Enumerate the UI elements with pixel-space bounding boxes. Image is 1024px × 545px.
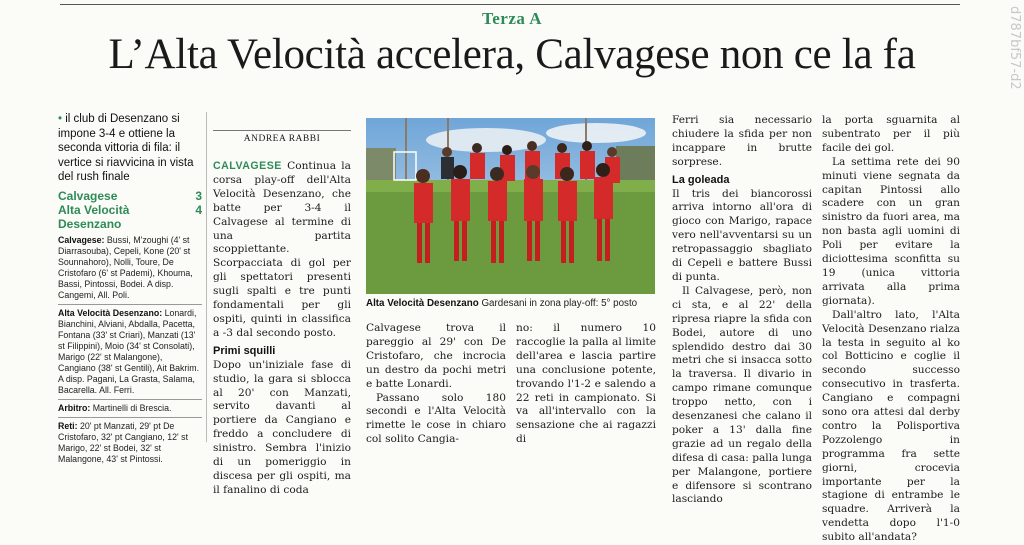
paragraph: Passano solo 180 secondi e l'Alta Velocità rimette le cose in chiaro col solito Cangia-: [366, 391, 506, 446]
score-row-away: [58, 203, 202, 231]
bullet-icon: •: [58, 113, 63, 125]
divider: [58, 304, 202, 305]
paragraph: La settima rete dei 90 minuti viene segnata da capitan Pintossi allo scadere con un gran sinistro da fuori area, ma non basta agli uomini di Poli per evitare la diciottesima sconfitta su 19 (unica vittoria arrivata alla prima giornata).: [822, 155, 960, 307]
score-team: Alta Velocità Desenzano: [58, 202, 130, 231]
subheading: Primi squilli: [213, 344, 276, 357]
referee-label: Arbitro:: [58, 402, 91, 413]
paragraph: Ferri sia necessario chiudere la sfida per non incappare in brutte sorprese.: [672, 114, 812, 168]
lineup-label: Calvagese:: [58, 234, 105, 245]
summary-text: il club di Desenzano si impone 3-4 e ottiene la seconda vittoria di fila: il vertice si riavvicina in vista del rush finale: [58, 113, 194, 183]
watermark: d787bf57-d2: [1007, 6, 1022, 90]
score-goals: 3: [195, 188, 202, 203]
headline: L’Alta Velocità accelera, Calvagese non ce la fa: [108, 31, 916, 78]
score-row-home: [58, 189, 202, 203]
paragraph: no: il numero 10 raccoglie la palla al limite dell'area e lascia partire una conclusione potente, trovando l'1-2 e salendo a 22 reti in campionato. Si va all'intervallo con la sensazione che ai ragazzi di: [516, 322, 656, 446]
photo-caption: [366, 298, 662, 309]
article-column-4: [672, 114, 812, 507]
team-photo: [366, 118, 655, 294]
paragraph: Calvagese trova il pareggio al 29' con De Cristofaro, che incrocia un destro da pochi metri e batte Lonardi.: [366, 322, 506, 390]
team-photo-image: [366, 118, 655, 294]
divider: [58, 417, 202, 418]
byline: ANDREA RABBI: [213, 130, 351, 144]
referee: [58, 403, 202, 414]
summary: [58, 112, 202, 185]
referee-text: Martinelli di Brescia.: [92, 402, 172, 413]
divider: [58, 399, 202, 400]
score-team: Calvagese: [58, 188, 118, 203]
paragraph: Dopo un'iniziale fase di studio, la gara si sblocca al 20' con Manzati, servito davanti al portiere da Cangiano e freddo a concludere di sinistro. Sembra l'inizio di un pomeriggio in discesa per gli ospiti, ma il fanalino di coda: [213, 358, 351, 496]
caption-bold: Alta Velocità Desenzano: [366, 298, 479, 309]
paragraph: Il Calvagese, però, non ci sta, e al 22' della ripresa riapre la sfida con Bodei, autore di uno splendido destro dai 30 metri che si insacca sotto la traversa. Il divario in campo rimane comunque troppo netto, con i desenzanesi che calano il poker a 13' dalla fine grazie ad un regalo della difesa di casa: palla lunga per Malangone, portiere e difensore si scontrano lasciando: [672, 284, 812, 506]
paragraph: Il tris dei biancorossi arriva intorno all'ora di gioco con Marigo, rapace vero nell'avventarsi su un retropassaggio sbagliato di Cepeli e battere Bussi di punta.: [672, 187, 812, 283]
top-rule: [60, 4, 960, 5]
lineup-text: Bussi, M'zoughi (4' st Diarrasouba), Cepeli, Kone (20' st Sounnahoro), Nolli, Toure, De Cristofaro (6' st Pademi), Khouma, Bassi, Pintossi, Bodei. A disp. Cangemi, All. Poli.: [58, 234, 193, 300]
caption-text: Gardesani in zona play-off: 5° posto: [481, 298, 638, 309]
subheading: La goleada: [672, 173, 730, 186]
goals-label: Reti:: [58, 420, 78, 431]
sidebar: [58, 112, 202, 465]
goals-text: 20' pt Manzati, 29' pt De Cristofaro, 32' pt Cangiano, 12' st Marigo, 22' st Bodei, 32' st Malangone, 43' st Pintossi.: [58, 420, 189, 464]
article-column-5: [822, 114, 960, 545]
paragraph: la porta sguarnita al subentrato per il più facile dei gol.: [822, 114, 960, 154]
paragraph: Continua la corsa play-off dell'Alta Velocità Desenzano, che batte per 3-4 il Calvagese al termine di una partita scoppiettante. Scorpacciata di gol per gli spettatori presenti sugli spalti e tre punti fondamentali per gli ospiti, quinti in classifica a -3 dal secondo posto.: [213, 160, 351, 339]
lineup-text: Lonardi, Bianchini, Alviani, Abdalla, Pacetta, Fontana (33' st Criari), Manzati (13' st Filippini), Moio (34' st Consolati), Marigo (22' st Malangone), Cangiano (38' st Gentili), Ait Bakrim. A disp. Pagani, La Grasta, Salama, Bacarella. All. Ferri.: [58, 307, 200, 395]
article-column-3: [516, 322, 656, 447]
section-label: Terza A: [481, 9, 542, 28]
score-goals: 4: [195, 202, 202, 217]
article-column-1: [213, 160, 351, 498]
column-divider: [206, 112, 207, 442]
article-column-2: [366, 322, 506, 447]
lineup-label: Alta Velocità Desenzano:: [58, 307, 163, 318]
lineup-home: [58, 235, 202, 301]
paragraph: Dall'altro lato, l'Alta Velocità Desenzano rialza la testa in seguito al ko col Botticino e coglie il secondo successo consecutivo in trasferta. Cangiano e compagni sono ora attesi dal derby contro la Polisportiva Pozzolengo in programma fra sette giorni, crocevia importante per la stagione di entrambe le squadre. Arriverà la vendetta dopo l'1-0 subito all'andata?: [822, 308, 960, 544]
lineup-away: [58, 308, 202, 396]
lead-word: CALVAGESE: [213, 160, 282, 172]
goals-list: [58, 421, 202, 465]
